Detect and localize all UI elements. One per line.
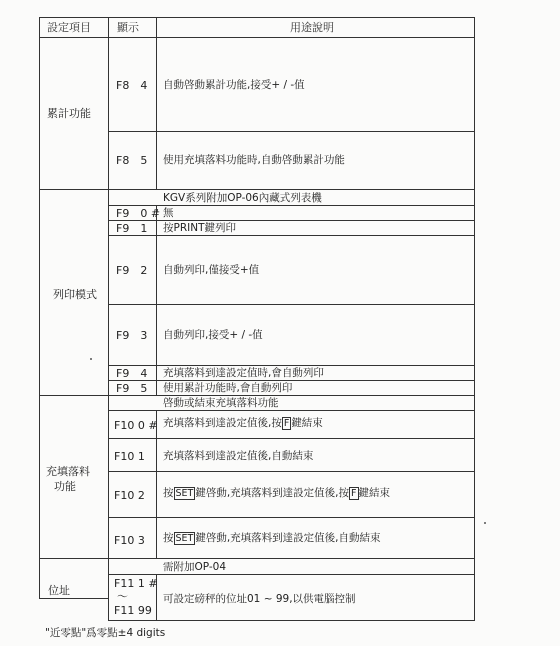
row-divider <box>108 438 474 439</box>
row-divider <box>108 235 474 236</box>
row-divider <box>108 471 474 472</box>
column-divider-2b <box>156 205 157 395</box>
desc-text: 充填落料到達設定值後,按 <box>163 417 282 429</box>
column-divider-2c <box>156 410 157 558</box>
section-divider <box>39 189 474 190</box>
f-key-icon: F <box>283 418 290 429</box>
desc-f8-4: 自動啓動累計功能,接受+ / -值 <box>163 79 305 91</box>
desc-f10-2 <box>163 488 390 499</box>
desc-f9-2: 自動列印,僅接受+值 <box>163 264 260 276</box>
desc-text: 按 <box>163 487 174 499</box>
desc-f11: 可設定磅秤的位址01 ~ 99,以供電腦控制 <box>163 593 356 605</box>
code-f10-0: F10 0 # <box>114 419 158 432</box>
scan-speck <box>90 358 92 360</box>
code-f8-5: F8 5 <box>116 154 148 167</box>
desc-f9-3: 自動列印,接受+ / -值 <box>163 329 263 341</box>
column-divider-1 <box>108 17 109 620</box>
desc-text: 按 <box>163 532 174 544</box>
code-f9-0: F9 0 # <box>116 207 161 220</box>
code-f11-tilde: ～ <box>117 590 128 603</box>
footnote: "近零點"爲零點±4 digits <box>45 627 166 639</box>
table-bottom-border <box>39 598 109 599</box>
code-f9-2: F9 2 <box>116 264 148 277</box>
row-divider <box>108 205 474 206</box>
desc-text: 鍵結束 <box>291 417 323 429</box>
row-divider <box>108 380 474 381</box>
desc-f9-1: 按PRINT鍵列印 <box>163 222 236 234</box>
row-divider <box>108 517 474 518</box>
category-accumulation: 累計功能 <box>47 107 91 120</box>
desc-text: 鍵啓動,充填落料到達設定值後,自動結束 <box>195 532 381 544</box>
desc-f9-0: 無 <box>163 207 174 219</box>
header-setting-item: 設定項目 <box>47 21 91 34</box>
code-f10-2: F10 2 <box>114 489 145 502</box>
code-f11-bottom: F11 99 <box>114 604 152 617</box>
table-top-border <box>39 17 474 18</box>
category-filling-line2: 功能 <box>54 480 76 493</box>
column-divider-2 <box>156 17 157 190</box>
section-divider <box>39 395 474 396</box>
desc-f9-5: 使用累計功能時,會自動列印 <box>163 382 293 394</box>
header-bottom-border <box>39 37 474 38</box>
code-f8-4: F8 4 <box>116 79 148 92</box>
set-key-icon: SET <box>175 488 194 499</box>
desc-f10-3 <box>163 533 381 544</box>
category-filling-line1: 充填落料 <box>46 465 90 478</box>
table-left-border <box>39 17 40 599</box>
code-f10-1: F10 1 <box>114 450 145 463</box>
row-divider <box>108 410 474 411</box>
code-f9-5: F9 5 <box>116 382 148 395</box>
header-display: 顯示 <box>117 21 139 34</box>
code-f10-3: F10 3 <box>114 534 145 547</box>
desc-f8-5: 使用充填落料功能時,自動啓動累計功能 <box>163 154 345 166</box>
note-printer: KGV系列附加OP-06內藏式列表機 <box>163 192 322 204</box>
row-divider <box>108 574 474 575</box>
note-address: 需附加OP-04 <box>163 561 227 573</box>
f-key-icon: F <box>351 488 357 499</box>
set-key-icon: SET <box>175 533 194 544</box>
desc-f10-1: 充填落料到達設定值後,自動結束 <box>163 450 314 462</box>
category-print-mode: 列印模式 <box>53 288 97 301</box>
desc-text: 鍵結束 <box>358 487 390 499</box>
desc-f9-4: 充填落料到達設定值時,會自動列印 <box>163 367 324 379</box>
desc-f10-0 <box>163 418 323 429</box>
scan-speck <box>484 522 486 524</box>
code-f9-1: F9 1 <box>116 222 148 235</box>
category-address: 位址 <box>48 584 70 597</box>
desc-text: 鍵啓動,充填落料到達設定值後,按 <box>195 487 350 499</box>
row-divider <box>108 365 474 366</box>
table-bottom-border <box>108 620 475 621</box>
section-divider <box>39 558 474 559</box>
row-divider <box>108 220 474 221</box>
row-divider <box>108 131 474 132</box>
row-divider <box>108 304 474 305</box>
code-f11-top: F11 1 # <box>114 577 158 590</box>
header-description: 用途說明 <box>290 21 334 34</box>
table-right-border <box>474 17 475 620</box>
code-f9-4: F9 4 <box>116 367 148 380</box>
note-filling: 啓動或結束充填落料功能 <box>163 397 279 409</box>
code-f9-3: F9 3 <box>116 329 148 342</box>
